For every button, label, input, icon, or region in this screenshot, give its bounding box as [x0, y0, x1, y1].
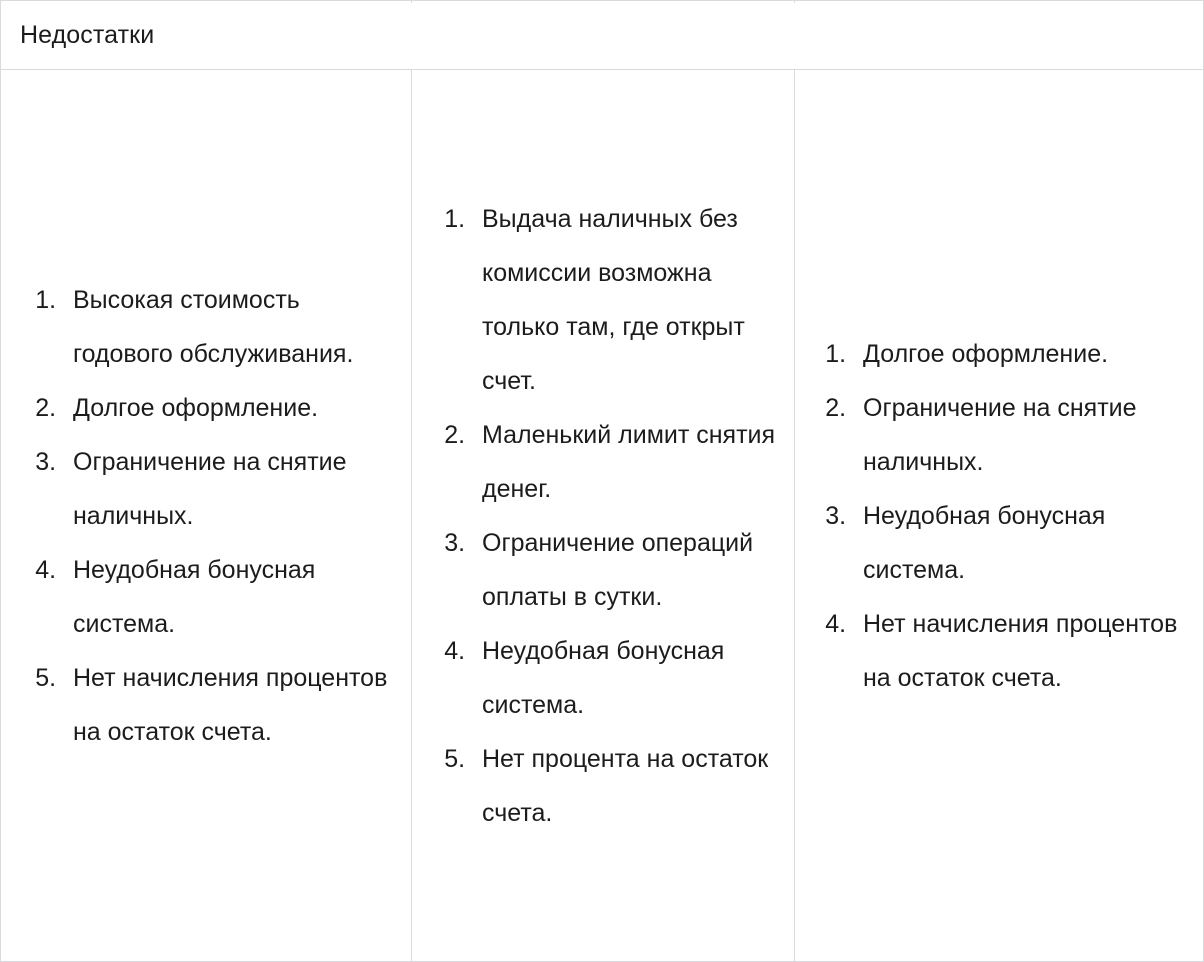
disadvantages-list-2 — [428, 192, 778, 840]
column-divider-tick-1 — [411, 1, 412, 3]
table-cell-column-1 — [0, 70, 411, 961]
table-cell-column-3 — [794, 70, 1204, 961]
table-cell-column-2 — [411, 70, 794, 961]
list-item: 1. Долгое оформление. — [853, 327, 1187, 381]
disadvantages-list-1 — [17, 273, 395, 759]
disadvantages-list-3 — [811, 327, 1187, 705]
column-divider-tick-2 — [794, 1, 795, 3]
list-item: 2. Маленький лимит снятия денег. — [472, 408, 778, 516]
list-item: 4. Нет начисления процентов на остаток счета. — [853, 597, 1187, 705]
list-item: 2. Ограничение на снятие наличных. — [853, 381, 1187, 489]
list-item: 1. Выдача наличных без комиссии возможна только там, где открыт счет. — [472, 192, 778, 408]
list-item: 3. Неудобная бонусная система. — [853, 489, 1187, 597]
table-body-row — [0, 70, 1204, 961]
list-item: 4. Неудобная бонусная система. — [472, 624, 778, 732]
list-item: 2. Долгое оформление. — [63, 381, 395, 435]
table-header-row — [0, 1, 1204, 70]
list-item: 3. Ограничение на снятие наличных. — [63, 435, 395, 543]
page-title: Недостатки — [20, 21, 155, 49]
list-item: 1. Высокая стоимость годового обслуживания. — [63, 273, 395, 381]
list-item: 3. Ограничение операций оплаты в сутки. — [472, 516, 778, 624]
list-item: 5. Нет начисления процентов на остаток счета. — [63, 651, 395, 759]
list-item: 5. Нет процента на остаток счета. — [472, 732, 778, 840]
list-item: 4. Неудобная бонусная система. — [63, 543, 395, 651]
